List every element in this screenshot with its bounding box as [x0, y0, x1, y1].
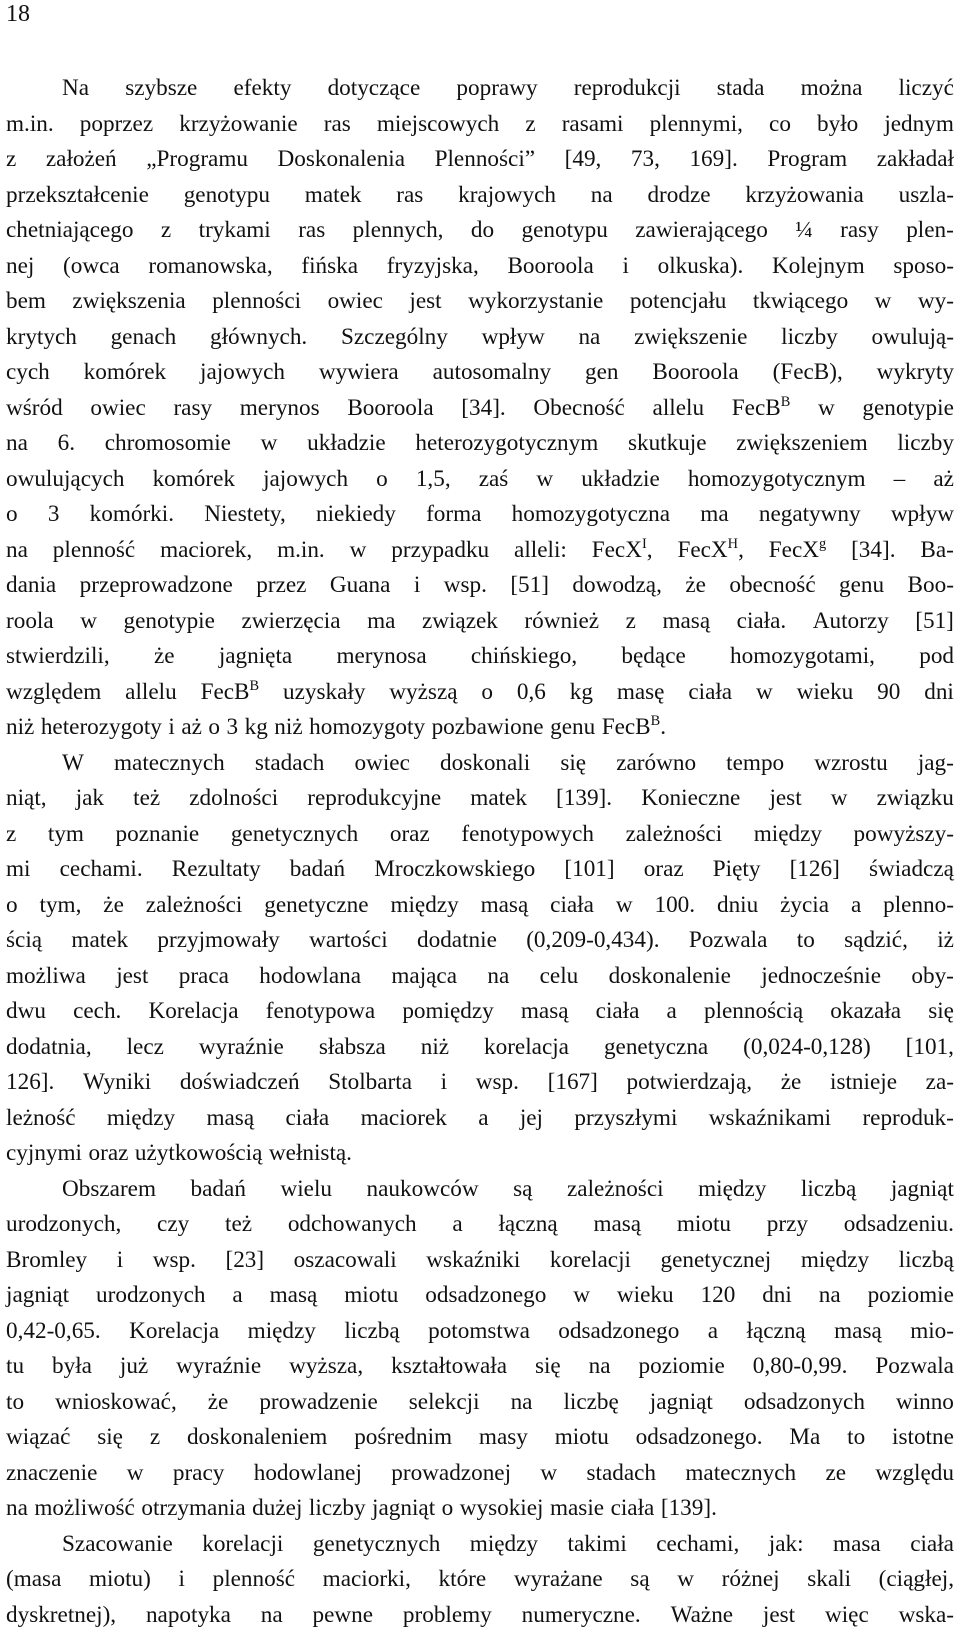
page-number: 18: [6, 0, 30, 30]
text-line: krytych genach głównych. Szczególny wpływ na zwiększenie liczby owulują-: [6, 320, 954, 356]
text-line: możliwa jest praca hodowlana mająca na celu doskonalenie jednocześnie oby-: [6, 959, 954, 995]
text-line: owulujących komórek jajowych o 1,5, zaś w układzie homozygotycznym – aż: [6, 462, 954, 498]
text-line: 126]. Wyniki doświadczeń Stolbarta i wsp. [167] potwierdzają, że istnieje za-: [6, 1065, 954, 1101]
text-line: leżność między masą ciała maciorek a jej przyszłymi wskaźnikami reproduk-: [6, 1101, 954, 1137]
text-line: na plenność maciorek, m.in. w przypadku alleli: FecX$^I$, FecX$^H$, FecX$^g$ [34]. Ba-: [6, 533, 954, 569]
text-line: niąt, jak też zdolności reprodukcyjne matek [139]. Konieczne jest w związku: [6, 781, 954, 817]
text-line: jagniąt urodzonych a masą miotu odsadzonego w wieku 120 dni na poziomie: [6, 1278, 954, 1314]
paragraph: [6, 1527, 954, 1633]
text-line: tu była już wyraźnie wyższa, kształtowała się na poziomie 0,80-0,99. Pozwala: [6, 1349, 954, 1385]
text-line: ścią matek przyjmowały wartości dodatnie (0,209-0,434). Pozwala to sądzić, iż: [6, 923, 954, 959]
text-line: o tym, że zależności genetyczne między masą ciała w 100. dniu życia a plenno-: [6, 888, 954, 924]
text-line: bem zwiększenia plenności owiec jest wykorzystanie potencjału tkwiącego w wy-: [6, 284, 954, 320]
text-line: cyjnymi oraz użytkowością wełnistą.: [6, 1136, 954, 1172]
text-line: dyskretnej), napotyka na pewne problemy numeryczne. Ważne jest więc wska-: [6, 1598, 954, 1633]
text-line: znaczenie w pracy hodowlanej prowadzonej w stadach matecznych ze względu: [6, 1456, 954, 1492]
text-line: wiązać się z doskonaleniem pośrednim masy miotu odsadzonego. Ma to istotne: [6, 1420, 954, 1456]
paragraph: [6, 1172, 954, 1527]
text-line: Obszarem badań wielu naukowców są zależności między liczbą jagniąt: [6, 1172, 954, 1208]
text-line: wśród owiec rasy merynos Booroola [34]. Obecność allelu FecB$^B$ w genotypie: [6, 391, 954, 427]
text-line: chetniającego z trykami ras plennych, do genotypu zawierającego ¼ rasy plen-: [6, 213, 954, 249]
document-body: [6, 71, 954, 1633]
text-line: przekształcenie genotypu matek ras krajowych na drodze krzyżowania uszla-: [6, 178, 954, 214]
text-line: cych komórek jajowych wywiera autosomalny gen Booroola (FecB), wykryty: [6, 355, 954, 391]
text-line: dania przeprowadzone przez Guana i wsp. [51] dowodzą, że obecność genu Boo-: [6, 568, 954, 604]
text-line: urodzonych, czy też odchowanych a łączną masą miotu przy odsadzeniu.: [6, 1207, 954, 1243]
text-line: niż heterozygoty i aż o 3 kg niż homozygoty pozbawione genu FecB$^B$.: [6, 710, 954, 746]
text-line: dodatnia, lecz wyraźnie słabsza niż korelacja genetyczna (0,024-0,128) [101,: [6, 1030, 954, 1066]
text-line: z tym poznanie genetycznych oraz fenotypowych zależności między powyższy-: [6, 817, 954, 853]
text-line: roola w genotypie zwierzęcia ma związek również z masą ciała. Autorzy [51]: [6, 604, 954, 640]
text-line: W matecznych stadach owiec doskonali się zarówno tempo wzrostu jag-: [6, 746, 954, 782]
text-line: Na szybsze efekty dotyczące poprawy reprodukcji stada można liczyć: [6, 71, 954, 107]
text-line: Bromley i wsp. [23] oszacowali wskaźniki korelacji genetycznej między liczbą: [6, 1243, 954, 1279]
text-line: to wnioskować, że prowadzenie selekcji na liczbę jagniąt odsadzonych winno: [6, 1385, 954, 1421]
text-line: 0,42-0,65. Korelacja między liczbą potomstwa odsadzonego a łączną masą mio-: [6, 1314, 954, 1350]
paragraph: [6, 71, 954, 746]
text-line: m.in. poprzez krzyżowanie ras miejscowych z rasami plennymi, co było jednym: [6, 107, 954, 143]
text-line: względem allelu FecB$^B$ uzyskały wyższą o 0,6 kg masę ciała w wieku 90 dni: [6, 675, 954, 711]
text-line: na 6. chromosomie w układzie heterozygotycznym skutkuje zwiększeniem liczby: [6, 426, 954, 462]
text-line: na możliwość otrzymania dużej liczby jagniąt o wysokiej masie ciała [139].: [6, 1491, 954, 1527]
text-line: o 3 komórki. Niestety, niekiedy forma homozygotyczna ma negatywny wpływ: [6, 497, 954, 533]
text-line: z założeń „Programu Doskonalenia Plenności” [49, 73, 169]. Program zakładał: [6, 142, 954, 178]
text-line: mi cechami. Rezultaty badań Mroczkowskiego [101] oraz Pięty [126] świadczą: [6, 852, 954, 888]
text-line: nej (owca romanowska, fińska fryzyjska, Booroola i olkuska). Kolejnym sposo-: [6, 249, 954, 285]
text-line: stwierdzili, że jagnięta merynosa chińskiego, będące homozygotami, pod: [6, 639, 954, 675]
text-line: (masa miotu) i plenność maciorki, które wyrażane są w różnej skali (ciągłej,: [6, 1562, 954, 1598]
paragraph: [6, 746, 954, 1172]
text-line: Szacowanie korelacji genetycznych między takimi cechami, jak: masa ciała: [6, 1527, 954, 1563]
text-line: dwu cech. Korelacja fenotypowa pomiędzy masą ciała a plennością okazała się: [6, 994, 954, 1030]
